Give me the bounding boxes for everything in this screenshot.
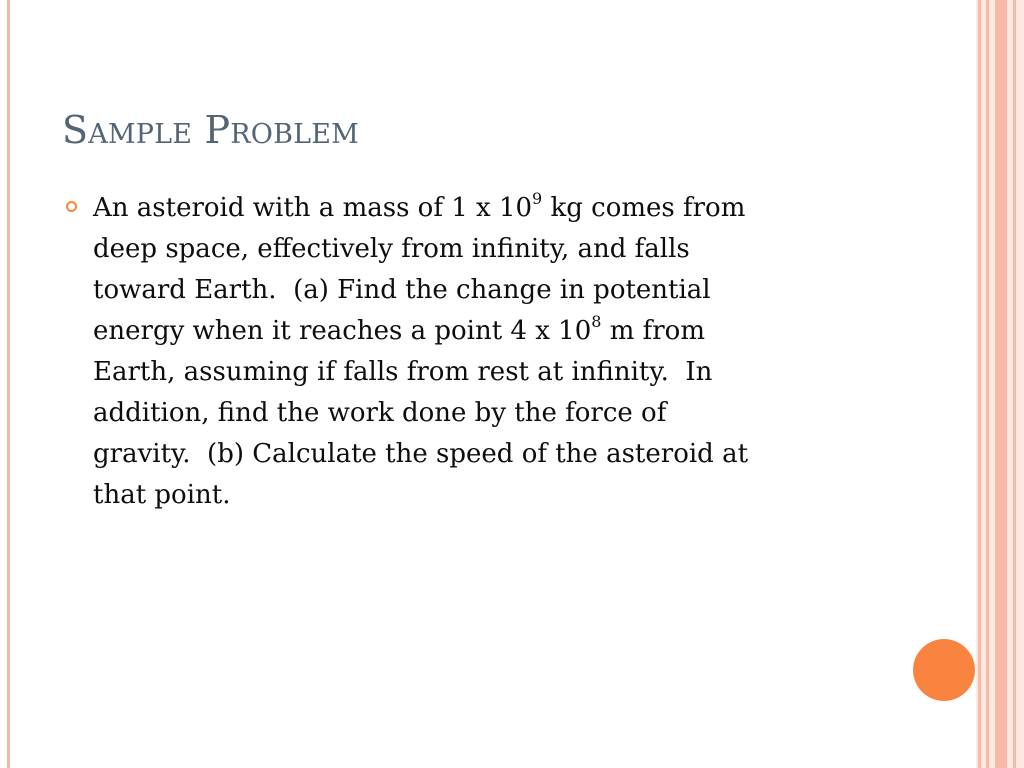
- line-text: Earth, assuming if falls from rest at infinity. In: [93, 357, 713, 387]
- line-text: addition, find the work done by the force of: [93, 398, 667, 428]
- bullet-line: [93, 352, 893, 393]
- bullet-text: [93, 188, 893, 516]
- bullet-line: [93, 311, 893, 352]
- line-text: An asteroid with a mass of 1 x 10: [93, 193, 533, 223]
- bullet-line: [93, 270, 893, 311]
- bullet-line: [93, 475, 893, 516]
- right-stripe: [986, 0, 989, 768]
- line-text: kg comes from: [542, 193, 746, 223]
- orange-circle-decoration: [913, 639, 975, 701]
- line-text: m from: [601, 316, 705, 346]
- bullet-line: [93, 188, 893, 229]
- bullet-line: [93, 434, 893, 475]
- line-text: energy when it reaches a point 4 x 10: [93, 316, 592, 346]
- slide-title: Sample Problem: [62, 108, 360, 152]
- right-stripe: [995, 0, 1007, 768]
- exponent: 8: [591, 312, 602, 332]
- line-text: gravity. (b) Calculate the speed of the asteroid at: [93, 439, 749, 469]
- line-text: toward Earth. (a) Find the change in potential: [93, 275, 711, 305]
- bullet-line: [93, 393, 893, 434]
- bullet-line: [93, 229, 893, 270]
- right-stripe: [1013, 0, 1016, 768]
- exponent: 9: [532, 189, 543, 209]
- left-border-line: [7, 0, 10, 768]
- right-stripe: [978, 0, 981, 768]
- line-text: deep space, effectively from infinity, and falls: [93, 234, 690, 264]
- line-text: that point.: [93, 480, 231, 510]
- bullet-marker-icon: [66, 201, 77, 212]
